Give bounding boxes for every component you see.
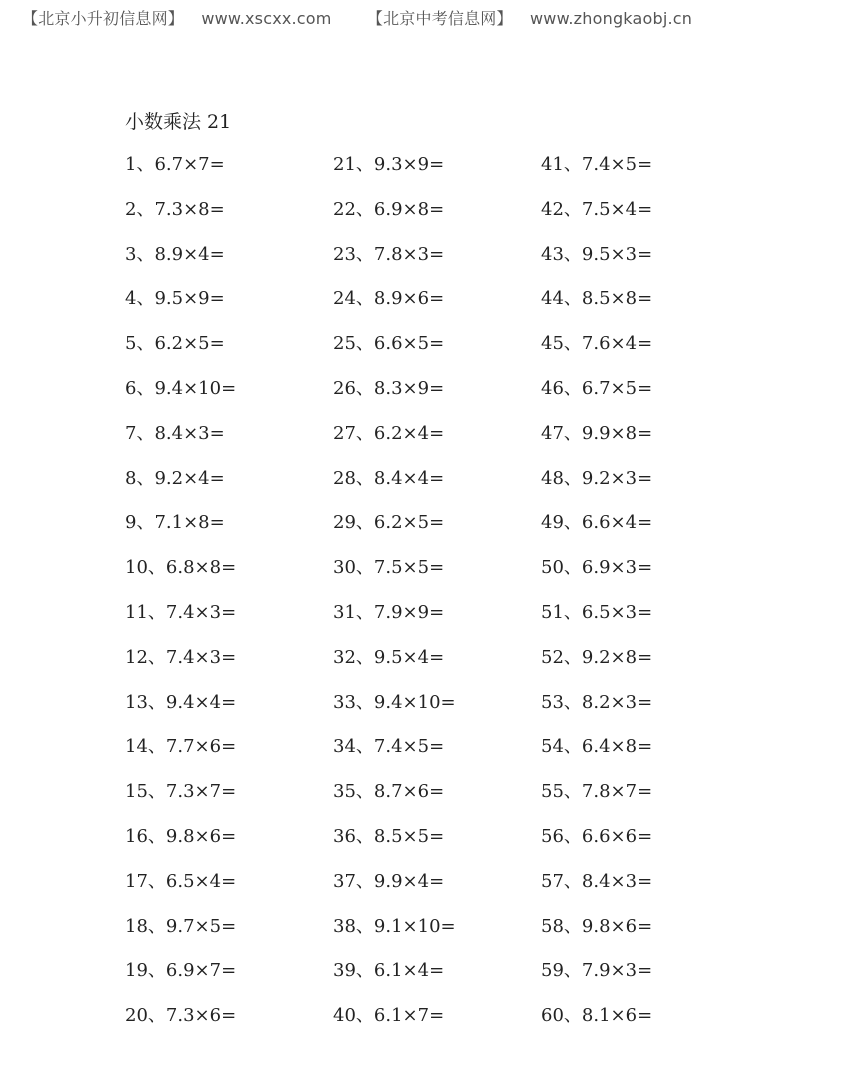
exercise-item: 5、6.2×5= <box>125 333 225 355</box>
exercise-item: 23、7.8×3= <box>333 243 445 265</box>
exercise-item: 17、6.5×4= <box>125 870 237 892</box>
exercise-item: 52、9.2×8= <box>541 646 653 668</box>
exercise-item: 9、7.1×8= <box>125 512 225 534</box>
exercise-item: 19、6.9×7= <box>125 960 237 982</box>
exercise-item: 48、9.2×3= <box>541 467 653 489</box>
exercise-item: 44、8.5×8= <box>541 288 653 310</box>
exercise-item: 14、7.7×6= <box>125 736 237 758</box>
exercise-item: 22、6.9×8= <box>333 198 445 220</box>
exercise-item: 20、7.3×6= <box>125 1005 237 1027</box>
exercise-column-2 <box>333 150 456 1046</box>
exercise-item: 39、6.1×4= <box>333 960 445 982</box>
worksheet-title: 小数乘法 21 <box>125 111 232 133</box>
site1-url[interactable]: www.xscxx.com <box>201 9 332 28</box>
exercise-item: 38、9.1×10= <box>333 915 456 937</box>
exercise-item: 36、8.5×5= <box>333 825 445 847</box>
exercise-item: 26、8.3×9= <box>333 377 445 399</box>
site1-name: 【北京小升初信息网】 <box>22 9 185 28</box>
exercise-item: 47、9.9×8= <box>541 422 653 444</box>
exercise-item: 3、8.9×4= <box>125 243 225 265</box>
exercise-item: 46、6.7×5= <box>541 377 653 399</box>
exercise-item: 27、6.2×4= <box>333 422 445 444</box>
exercise-item: 41、7.4×5= <box>541 154 653 175</box>
exercise-item: 37、9.9×4= <box>333 870 445 892</box>
exercise-item: 6、9.4×10= <box>125 377 237 399</box>
exercise-item: 57、8.4×3= <box>541 870 653 892</box>
exercise-column-3 <box>541 150 652 1046</box>
exercise-item: 59、7.9×3= <box>541 960 653 982</box>
exercise-item: 4、9.5×9= <box>125 288 225 310</box>
exercise-item: 50、6.9×3= <box>541 557 653 579</box>
exercise-column-1 <box>125 150 236 1046</box>
exercise-item: 12、7.4×3= <box>125 646 237 668</box>
exercise-item: 2、7.3×8= <box>125 198 225 220</box>
exercise-item: 16、9.8×6= <box>125 825 237 847</box>
exercise-item: 51、6.5×3= <box>541 601 653 623</box>
site2-name: 【北京中考信息网】 <box>366 9 513 28</box>
exercise-item: 60、8.1×6= <box>541 1005 653 1027</box>
exercise-item: 7、8.4×3= <box>125 422 225 444</box>
exercise-item: 49、6.6×4= <box>541 512 653 534</box>
exercise-item: 55、7.8×7= <box>541 781 653 803</box>
site2-url[interactable]: www.zhongkaobj.cn <box>530 9 693 28</box>
exercise-item: 32、9.5×4= <box>333 646 445 668</box>
exercise-item: 31、7.9×9= <box>333 601 445 623</box>
page-header <box>22 6 692 29</box>
exercise-item: 40、6.1×7= <box>333 1005 445 1027</box>
exercise-item: 18、9.7×5= <box>125 915 237 937</box>
exercise-item: 33、9.4×10= <box>333 691 456 713</box>
exercise-item: 53、8.2×3= <box>541 691 653 713</box>
exercise-item: 58、9.8×6= <box>541 915 653 937</box>
exercise-item: 11、7.4×3= <box>125 601 237 623</box>
exercise-item: 1、6.7×7= <box>125 154 225 175</box>
exercise-item: 15、7.3×7= <box>125 781 237 803</box>
exercise-item: 21、9.3×9= <box>333 154 445 175</box>
exercise-item: 30、7.5×5= <box>333 557 445 579</box>
exercise-item: 54、6.4×8= <box>541 736 653 758</box>
exercise-item: 8、9.2×4= <box>125 467 225 489</box>
exercise-item: 56、6.6×6= <box>541 825 653 847</box>
exercise-item: 24、8.9×6= <box>333 288 445 310</box>
exercise-item: 45、7.6×4= <box>541 333 653 355</box>
exercise-item: 35、8.7×6= <box>333 781 445 803</box>
exercise-item: 29、6.2×5= <box>333 512 445 534</box>
exercise-item: 13、9.4×4= <box>125 691 237 713</box>
exercise-item: 34、7.4×5= <box>333 736 445 758</box>
exercise-item: 25、6.6×5= <box>333 333 445 355</box>
exercise-item: 43、9.5×3= <box>541 243 653 265</box>
exercise-item: 28、8.4×4= <box>333 467 445 489</box>
exercise-item: 10、6.8×8= <box>125 557 237 579</box>
exercise-item: 42、7.5×4= <box>541 198 653 220</box>
